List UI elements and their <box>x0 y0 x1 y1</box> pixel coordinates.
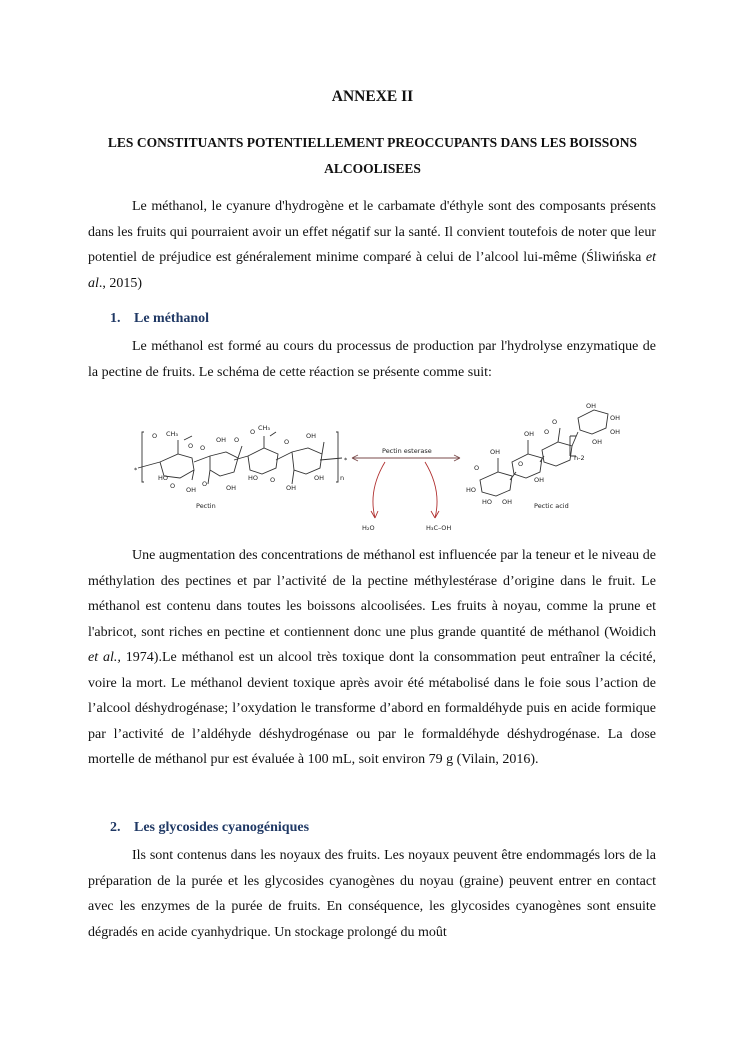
svg-text:OH: OH <box>524 430 535 438</box>
svg-text:O: O <box>234 436 240 444</box>
chain-end <box>320 458 342 460</box>
pectin-reaction-scheme <box>130 400 640 540</box>
svg-text:HO: HO <box>158 474 169 482</box>
bracket-left <box>142 432 144 482</box>
svg-text:O: O <box>474 464 480 472</box>
svg-text:O: O <box>544 428 550 436</box>
reaction-arrow <box>352 455 460 518</box>
methanol-p2-text-b: 1974).Le méthanol est un alcool très toxique dont la consommation peut entraîner la cécité, voire la mort. Le méthanol devient toxique après avoir été métabolisé dans le foie sous l’action de l’alcool déshydrogénase; l’oxydation le transforme d’abord en formaldéhyde puis en acide formique par l’activité de l’aldéhyde déshydrogénase ou par le formaldéhyde déshydrogénase. La dose mortelle de méthanol pur est évaluée à 100 mL, soit environ 79 g (Vilain, 2016). <box>88 650 656 767</box>
pectic-ring-2 <box>512 454 542 478</box>
svg-text:O: O <box>250 428 256 436</box>
svg-text:HO: HO <box>466 486 477 494</box>
svg-text:O: O <box>152 432 158 440</box>
bracket-right <box>336 432 338 482</box>
intro-text: Le méthanol, le cyanure d'hydrogène et le carbamate d'éthyle sont des composants présents dans les fruits qui pourraient avoir un effet négatif sur la santé. Il convient toutefois de noter que leur potentiel de préjudice est généralement minime comparé à celui de l’alcool lui-même (Śliwińska <box>88 199 656 265</box>
pectin-label: Pectin <box>196 502 216 510</box>
svg-text:OH: OH <box>502 498 513 506</box>
svg-text:O: O <box>518 460 524 468</box>
intro-cite-end: ., 2015) <box>98 275 143 291</box>
section-number: 2. <box>110 820 121 835</box>
svg-text:OH: OH <box>186 486 197 494</box>
svg-text:OH: OH <box>306 432 317 440</box>
svg-text:*: * <box>344 456 348 464</box>
glycosides-p1-text: Ils sont contenus dans les noyaux des fruits. Les noyaux peuvent être endommagés lors de la préparation de la purée et les glycosides cyanogènes du noyau (graine) peuvent entrer en contact avec les enzymes de la purée de fruits. En conséquence, les glycosides cyanogènes sont ensuite dégradés en acide cyanhydrique. Un stockage prolongé du moût <box>88 848 656 940</box>
repeat-unit-n: n <box>340 474 345 482</box>
section-heading-methanol <box>110 311 209 327</box>
svg-text:O: O <box>202 480 208 488</box>
svg-text:OH: OH <box>216 436 227 444</box>
enzyme-label: Pectin esterase <box>382 447 432 455</box>
section-title: Le méthanol <box>134 311 210 326</box>
ring-4 <box>276 448 322 474</box>
ester-group-2 <box>264 432 276 448</box>
svg-text:O: O <box>284 438 290 446</box>
svg-text:O: O <box>188 442 194 450</box>
svg-text:HO: HO <box>482 498 493 506</box>
intro-paragraph <box>88 194 656 296</box>
water-label: H₂O <box>362 524 375 532</box>
methanol-p2-italic: et al., <box>88 650 121 665</box>
svg-text:O: O <box>170 482 176 490</box>
repeat-unit-n2: n-2 <box>574 454 585 462</box>
glycosides-paragraph-1 <box>88 843 656 945</box>
svg-text:OH: OH <box>490 448 501 456</box>
methanol-paragraph-2 <box>88 543 656 773</box>
annex-heading: ANNEXE II <box>331 88 414 105</box>
svg-text:OH: OH <box>286 484 297 492</box>
pectic-acid-label: Pectic acid <box>534 502 569 510</box>
svg-text:OH: OH <box>592 438 603 446</box>
ring-2 <box>194 452 238 476</box>
methanol-label: H₃C–OH <box>426 524 452 532</box>
document-title: LES CONSTITUANTS POTENTIELLEMENT PREOCCUPANTS DANS LES BOISSONS ALCOOLISEES <box>107 135 638 176</box>
svg-text:HO: HO <box>248 474 259 482</box>
svg-text:CH₃: CH₃ <box>166 430 179 438</box>
svg-text:*: * <box>134 466 138 474</box>
section-title: Les glycosides cyanogéniques <box>134 820 310 835</box>
section-number: 1. <box>110 311 121 326</box>
reaction-diagram <box>130 400 640 540</box>
methanol-p1-text: Le méthanol est formé au cours du processus de production par l'hydrolyse enzymatique de la pectine de fruits. Le schéma de cette réaction se présente comme suit: <box>88 339 656 380</box>
pectic-ring-1 <box>480 472 512 496</box>
svg-text:OH: OH <box>226 484 237 492</box>
svg-text:OH: OH <box>586 402 597 410</box>
svg-text:OH: OH <box>610 414 621 422</box>
methanol-p2-text-a: Une augmentation des concentrations de méthanol est influencée par la teneur et le niveau de méthylation des pectines et par l’activité de la pectine méthylestérase d’origine dans le fruit. Le méthanol est contenu dans toutes les boissons alcoolisées. Les fruits à noyau, comme la prune et l'abricot, sont riches en pectine et contiennent donc une plus grande quantité de méthanol (Woidich <box>88 548 656 640</box>
svg-text:CH₃: CH₃ <box>258 424 271 432</box>
ring-3 <box>234 448 278 474</box>
methanol-paragraph-1 <box>88 334 656 385</box>
pectic-ring-3 <box>542 442 572 466</box>
svg-text:OH: OH <box>534 476 545 484</box>
intro-cite-italic: et al <box>88 250 656 291</box>
svg-text:O: O <box>270 476 276 484</box>
svg-text:OH: OH <box>610 428 621 436</box>
section-heading-glycosides <box>110 820 309 836</box>
svg-text:O: O <box>200 444 206 452</box>
pectic-ring-4 <box>578 410 608 434</box>
svg-text:OH: OH <box>314 474 325 482</box>
svg-text:O: O <box>552 418 558 426</box>
